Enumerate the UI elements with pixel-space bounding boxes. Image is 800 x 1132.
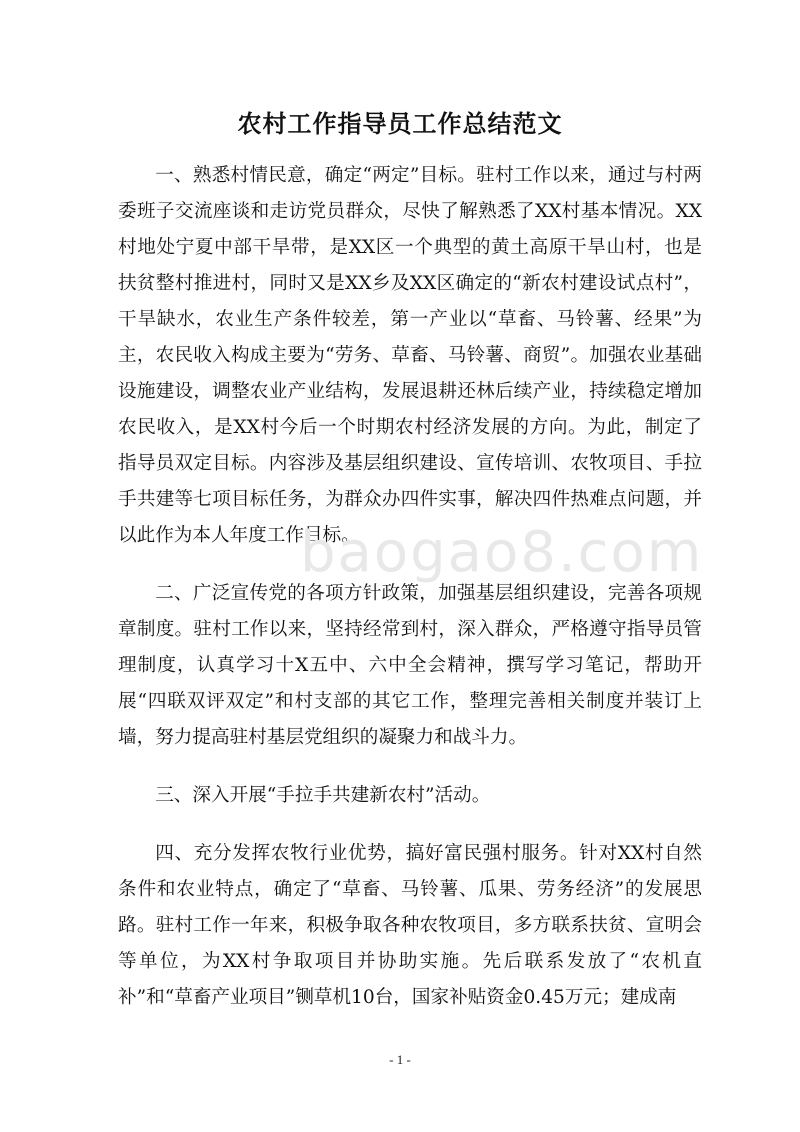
paragraph-4: 四、充分发挥农牧行业优势，搞好富民强村服务。针对XX村自然条件和农业特点，确定了“草畜、马铃薯、瓜果、劳务经济”的发展思路。驻村工作一年来，积极争取各种农牧项目，多方联系扶贫、宣明会等单位，为XX村争取项目并协助实施。先后联系发放了“农机直补”和“草畜产业项目”铡草机10台，国家补贴资金0.45万元；建成南 [118, 843, 702, 1008]
document-body [118, 158, 702, 1038]
page-number: - 1 - [389, 1052, 411, 1067]
document-title: 农村工作指导员工作总结范文 [237, 110, 563, 138]
paragraph-2: 二、广泛宣传党的各项方针政策，加强基层组织建设，完善各项规章制度。驻村工作以来，坚持经常到村，深入群众，严格遵守指导员管理制度，认真学习十X五中、六中全会精神，撰写学习笔记，帮助开展“四联双评双定”和村支部的其它工作，整理完善相关制度并装订上墙，努力提高驻村基层党组织的凝聚力和战斗力。 [118, 583, 702, 748]
watermark: baogao8.com [300, 520, 704, 585]
paragraph-3: 三、深入开展“手拉手共建新农村”活动。 [155, 785, 491, 806]
paragraph-1: 一、熟悉村情民意，确定“两定”目标。驻村工作以来，通过与村两委班子交流座谈和走访党员群众，尽快了解熟悉了XX村基本情况。XX村地处宁夏中部干旱带，是XX区一个典型的黄土高原干旱山村，也是扶贫整村推进村，同时又是XX乡及XX区确定的“新农村建设试点村”，干旱缺水，农业生产条件较差，第一产业以“草畜、马铃薯、经果”为主，农民收入构成主要为“劳务、草畜、马铃薯、商贸”。加强农业基础设施建设，调整农业产业结构，发展退耕还林后续产业，持续稳定增加农民收入，是XX村今后一个时期农村经济发展的方向。为此，制定了指导员双定目标。内容涉及基层组织建设、宣传培训、农牧项目、手拉手共建等七项目标任务，为群众办四件实事，解决四件热难点问题，并以此作为本人年度工作目标。 [118, 165, 702, 546]
